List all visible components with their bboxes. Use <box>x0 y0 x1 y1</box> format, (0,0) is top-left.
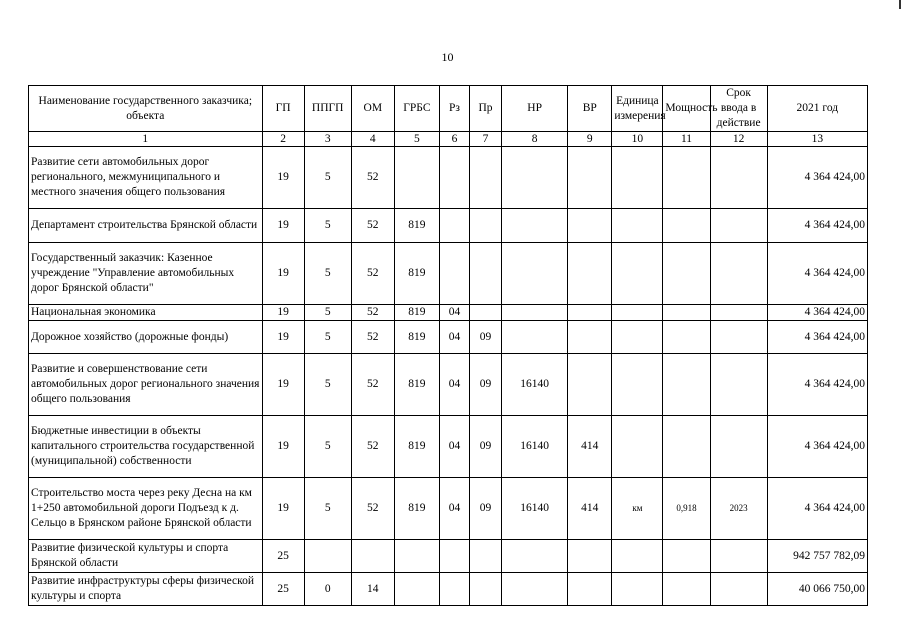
row-name-cell: Национальная экономика <box>29 305 263 321</box>
row-name-cell: Развитие и совершенствование сети автомобильных дорог регионального значения общего пользования <box>29 354 263 416</box>
row-capacity-cell <box>663 416 710 478</box>
row-unit-cell <box>612 147 663 209</box>
row-gp-cell: 19 <box>262 209 304 243</box>
header-nr: НР <box>502 86 568 132</box>
table-row <box>29 305 868 321</box>
row-vr-cell <box>568 209 612 243</box>
column-number-cell: 10 <box>612 132 663 147</box>
row-term-cell <box>710 540 767 573</box>
row-om-cell: 52 <box>351 416 394 478</box>
row-nr-cell <box>502 321 568 354</box>
row-grbs-cell <box>394 540 439 573</box>
row-ppgp-cell: 5 <box>304 478 351 540</box>
row-name-cell: Государственный заказчик: Казенное учреждение "Управление автомобильных дорог Брянской области" <box>29 243 263 305</box>
row-name-cell: Развитие инфраструктуры сферы физической культуры и спорта <box>29 573 263 606</box>
row-pr-cell: 09 <box>470 354 502 416</box>
row-rz-cell: 04 <box>439 305 469 321</box>
row-amount-cell: 40 066 750,00 <box>767 573 867 606</box>
row-om-cell: 52 <box>351 147 394 209</box>
row-amount-cell: 4 364 424,00 <box>767 416 867 478</box>
row-nr-cell: 16140 <box>502 478 568 540</box>
column-number-cell: 9 <box>568 132 612 147</box>
table-row <box>29 147 868 209</box>
row-nr-cell: 16140 <box>502 416 568 478</box>
row-gp-cell: 19 <box>262 243 304 305</box>
row-amount-cell: 4 364 424,00 <box>767 354 867 416</box>
row-term-cell <box>710 209 767 243</box>
row-rz-cell: 04 <box>439 416 469 478</box>
row-term-cell: 2023 <box>710 478 767 540</box>
column-number-cell: 11 <box>663 132 710 147</box>
row-gp-cell: 19 <box>262 478 304 540</box>
row-term-cell <box>710 147 767 209</box>
row-grbs-cell: 819 <box>394 478 439 540</box>
header-term: Срок ввода в действие <box>710 86 767 132</box>
row-vr-cell: 414 <box>568 478 612 540</box>
column-number-cell: 7 <box>470 132 502 147</box>
row-amount-cell: 4 364 424,00 <box>767 321 867 354</box>
header-vr: ВР <box>568 86 612 132</box>
row-unit-cell <box>612 321 663 354</box>
row-ppgp-cell: 5 <box>304 147 351 209</box>
header-om: ОМ <box>351 86 394 132</box>
header-rz: Рз <box>439 86 469 132</box>
row-om-cell: 52 <box>351 321 394 354</box>
row-nr-cell <box>502 147 568 209</box>
table-row <box>29 573 868 606</box>
row-pr-cell <box>470 209 502 243</box>
table-row <box>29 243 868 305</box>
row-term-cell <box>710 305 767 321</box>
row-ppgp-cell: 5 <box>304 416 351 478</box>
header-gp: ГП <box>262 86 304 132</box>
column-number-cell: 13 <box>767 132 867 147</box>
row-rz-cell <box>439 540 469 573</box>
row-amount-cell: 4 364 424,00 <box>767 209 867 243</box>
row-capacity-cell <box>663 243 710 305</box>
column-number-cell: 1 <box>29 132 263 147</box>
page-number: 10 <box>441 50 454 64</box>
table-row <box>29 416 868 478</box>
header-ppgp: ППГП <box>304 86 351 132</box>
row-unit-cell: км <box>612 478 663 540</box>
row-name-cell: Строительство моста через реку Десна на км 1+250 автомобильной дороги Подъезд к д. Сельцо в Брянском районе Брянской области <box>29 478 263 540</box>
row-capacity-cell <box>663 573 710 606</box>
row-grbs-cell: 819 <box>394 416 439 478</box>
row-nr-cell <box>502 573 568 606</box>
row-om-cell: 52 <box>351 354 394 416</box>
row-ppgp-cell: 5 <box>304 321 351 354</box>
header-pr: Пр <box>470 86 502 132</box>
table-row <box>29 478 868 540</box>
row-om-cell <box>351 540 394 573</box>
row-rz-cell: 04 <box>439 354 469 416</box>
row-rz-cell: 04 <box>439 478 469 540</box>
row-capacity-cell <box>663 354 710 416</box>
row-vr-cell <box>568 243 612 305</box>
table-row <box>29 321 868 354</box>
row-unit-cell <box>612 243 663 305</box>
row-vr-cell <box>568 147 612 209</box>
budget-table <box>28 85 868 606</box>
row-pr-cell <box>470 243 502 305</box>
row-term-cell <box>710 573 767 606</box>
row-ppgp-cell: 0 <box>304 573 351 606</box>
row-nr-cell: 16140 <box>502 354 568 416</box>
column-number-cell: 12 <box>710 132 767 147</box>
row-om-cell: 52 <box>351 209 394 243</box>
row-nr-cell <box>502 209 568 243</box>
row-gp-cell: 19 <box>262 321 304 354</box>
row-term-cell <box>710 243 767 305</box>
column-number-cell: 8 <box>502 132 568 147</box>
row-om-cell: 14 <box>351 573 394 606</box>
row-ppgp-cell <box>304 540 351 573</box>
row-om-cell: 52 <box>351 243 394 305</box>
row-ppgp-cell: 5 <box>304 243 351 305</box>
row-pr-cell: 09 <box>470 478 502 540</box>
table-body <box>29 147 868 606</box>
column-number-cell: 5 <box>394 132 439 147</box>
table-row <box>29 540 868 573</box>
table-row <box>29 354 868 416</box>
header-capacity: Мощность <box>663 86 710 132</box>
row-ppgp-cell: 5 <box>304 354 351 416</box>
row-pr-cell <box>470 305 502 321</box>
header-unit: Единица измерения <box>612 86 663 132</box>
row-term-cell <box>710 354 767 416</box>
row-rz-cell: 04 <box>439 321 469 354</box>
column-number-cell: 3 <box>304 132 351 147</box>
row-unit-cell <box>612 416 663 478</box>
row-name-cell: Департамент строительства Брянской области <box>29 209 263 243</box>
header-grbs: ГРБС <box>394 86 439 132</box>
row-rz-cell <box>439 147 469 209</box>
row-term-cell <box>710 321 767 354</box>
row-capacity-cell <box>663 305 710 321</box>
row-ppgp-cell: 5 <box>304 305 351 321</box>
row-amount-cell: 942 757 782,09 <box>767 540 867 573</box>
row-name-cell: Бюджетные инвестиции в объекты капитального строительства государственной (муниципальной) собственности <box>29 416 263 478</box>
row-grbs-cell: 819 <box>394 305 439 321</box>
row-amount-cell: 4 364 424,00 <box>767 305 867 321</box>
row-gp-cell: 19 <box>262 416 304 478</box>
column-number-row <box>29 132 868 147</box>
row-rz-cell <box>439 573 469 606</box>
header-name: Наименование государственного заказчика; объекта <box>29 86 263 132</box>
page-edge-mark <box>899 0 901 9</box>
column-number-cell: 4 <box>351 132 394 147</box>
row-capacity-cell <box>663 321 710 354</box>
row-vr-cell <box>568 305 612 321</box>
row-capacity-cell <box>663 540 710 573</box>
row-ppgp-cell: 5 <box>304 209 351 243</box>
row-rz-cell <box>439 243 469 305</box>
row-name-cell: Дорожное хозяйство (дорожные фонды) <box>29 321 263 354</box>
row-grbs-cell: 819 <box>394 243 439 305</box>
row-name-cell: Развитие сети автомобильных дорог регионального, межмуниципального и местного значения общего пользования <box>29 147 263 209</box>
row-grbs-cell: 819 <box>394 321 439 354</box>
row-unit-cell <box>612 305 663 321</box>
row-unit-cell <box>612 540 663 573</box>
row-grbs-cell: 819 <box>394 354 439 416</box>
row-unit-cell <box>612 573 663 606</box>
row-name-cell: Развитие физической культуры и спорта Брянской области <box>29 540 263 573</box>
header-2021: 2021 год <box>767 86 867 132</box>
row-nr-cell <box>502 305 568 321</box>
row-unit-cell <box>612 209 663 243</box>
row-pr-cell <box>470 573 502 606</box>
row-amount-cell: 4 364 424,00 <box>767 478 867 540</box>
row-vr-cell <box>568 573 612 606</box>
table-row <box>29 209 868 243</box>
row-vr-cell <box>568 354 612 416</box>
row-gp-cell: 25 <box>262 573 304 606</box>
row-nr-cell <box>502 540 568 573</box>
row-gp-cell: 19 <box>262 147 304 209</box>
row-gp-cell: 19 <box>262 305 304 321</box>
row-pr-cell: 09 <box>470 321 502 354</box>
row-om-cell: 52 <box>351 478 394 540</box>
row-unit-cell <box>612 354 663 416</box>
row-grbs-cell: 819 <box>394 209 439 243</box>
row-amount-cell: 4 364 424,00 <box>767 147 867 209</box>
row-gp-cell: 25 <box>262 540 304 573</box>
row-om-cell: 52 <box>351 305 394 321</box>
row-capacity-cell: 0,918 <box>663 478 710 540</box>
row-grbs-cell <box>394 573 439 606</box>
row-pr-cell <box>470 147 502 209</box>
row-rz-cell <box>439 209 469 243</box>
header-row <box>29 86 868 132</box>
row-pr-cell <box>470 540 502 573</box>
row-pr-cell: 09 <box>470 416 502 478</box>
column-number-cell: 6 <box>439 132 469 147</box>
row-nr-cell <box>502 243 568 305</box>
row-capacity-cell <box>663 209 710 243</box>
row-vr-cell <box>568 321 612 354</box>
row-vr-cell: 414 <box>568 416 612 478</box>
row-gp-cell: 19 <box>262 354 304 416</box>
row-vr-cell <box>568 540 612 573</box>
row-capacity-cell <box>663 147 710 209</box>
column-number-cell: 2 <box>262 132 304 147</box>
row-term-cell <box>710 416 767 478</box>
row-amount-cell: 4 364 424,00 <box>767 243 867 305</box>
row-grbs-cell <box>394 147 439 209</box>
